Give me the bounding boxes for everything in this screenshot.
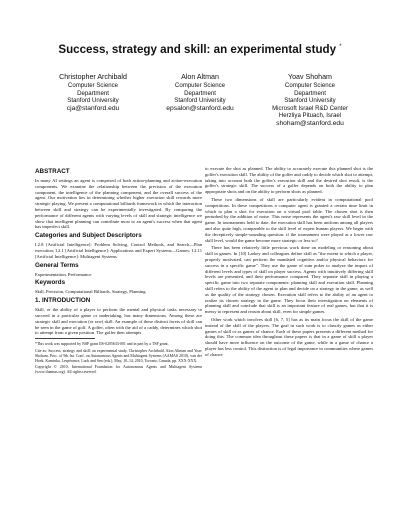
introduction-text: Skill, or the ability of a player to perform the mental and physical tasks necessary to succeed in a particular game or undertaking, has many dimensions. Among these are strategic skill and execution (or raw) skill. An example of these distinct facets of skill can be seen in the game of golf. A golfer, often with the aid of a caddy, determines which shot to attempt from a given position. The golfer then attempts bbox=[35, 307, 202, 336]
author-affiliation: Department bbox=[184, 89, 216, 97]
author-affiliation: Stanford University bbox=[67, 97, 119, 105]
body-paragraph: Other work which involves skill [6, 7, 5] has as its main focus the skill of the game instead of the skill of the players. The goal in such work is to classify games as either games of skill or as games of chance. Each of these papers presents a different method for doing this. The common idea throughout these papers is that in a game of skill a player should have more influence on the outcome of the game, while in a game of chance a player has less control. This distinction is of legal importance in communities where games of chance bbox=[205, 316, 373, 357]
footnote-copyright: Copyright © 2010, International Foundation for Autonomous Agents and Multiagent Systems (www.ifaamas.org). All rights reserved. bbox=[35, 365, 202, 375]
footnote-rule bbox=[35, 338, 95, 339]
abstract-heading: ABSTRACT bbox=[35, 168, 70, 175]
right-column bbox=[205, 166, 373, 360]
author-email: cja@stanford.edu bbox=[66, 104, 120, 112]
title-footnote-mark: * bbox=[339, 44, 342, 50]
author-affiliation: Department bbox=[294, 89, 326, 97]
abstract-text: In many AI settings an agent is comprised of both action-planning and action-execution components. We examine the relationship between the precision of the execution component, the intelligence of the planning component, and the overall success of the agent. Our motivation lies in determining whether higher execution skill rewards more strategic playing. We present a computational billiards framework in which the interaction between skill and strategy can be experimentally investigated. By comparing the performance of different agents with varying levels of skill and strategic intelligence we show that intelligent planning can contribute most to an agent's success when that agent has imperfect skill. bbox=[35, 178, 202, 230]
author-affiliation: Stanford University bbox=[284, 97, 336, 105]
author-affiliation: Computer Science bbox=[67, 82, 119, 89]
author-block-1 bbox=[44, 73, 142, 113]
author-affiliation: Stanford University bbox=[174, 97, 226, 105]
introduction-heading: 1. INTRODUCTION bbox=[35, 297, 91, 305]
footnote-citation: Cite as: Success, strategy and skill: an experimental study, Christopher Archibald, Alon Altman and Yoav Shoham, Proc. of 9th Int. Conf. on Autonomous Agents and Multiagent Systems (AAMAS 2010), van der Hoek, Kaminka, Lespérance, Luck and Sen (eds.), May, 10–14, 2010, Toronto, Canada, pp. XXX-XXX. bbox=[35, 348, 202, 363]
keywords-text: Skill, Precision, Computational Billiards, Strategy, Planning bbox=[35, 289, 146, 295]
author-name: Yoav Shoham bbox=[288, 73, 332, 81]
author-affiliation: Department bbox=[77, 89, 109, 97]
body-paragraph: There has been relatively little previous work done on modeling or reasoning about skill in games. In [10] Larkey and colleagues define skill as "the extent to which a player, properly motivated, can perform the mandated cognitive and/or physical behaviors for success in a specific game". They use the game of sum poker to analyze the impact of different levels and types of skill on player success. Agents with intuitively differing skill levels are presented, and their performance compared. They separate skill in playing a specific game into two separate components: planning skill and execution skill. Planning skill refers to the ability of the agent to plan and decide on a strategy in the game, as well as the quality of the strategy chosen. Execution skill refers to the ability of an agent to realize its chosen strategy in the game. They focus their investigation on elements of planning skill and conclude that skill is an important feature of real games, but that it is messy to represent and reason about skill, even for simple games. bbox=[205, 245, 373, 315]
author-email: epsalon@stanford.edu bbox=[166, 104, 234, 112]
categories-heading: Categories and Subject Descriptors bbox=[35, 232, 142, 240]
title-text: Success, strategy and skill: an experimental study bbox=[58, 42, 337, 56]
author-affiliation: Herzliya Pituach, Israel bbox=[278, 112, 342, 120]
author-email: shoham@stanford.edu bbox=[276, 119, 344, 127]
terms-text: Experimentation, Performance bbox=[35, 271, 92, 277]
author-block-3 bbox=[260, 73, 360, 128]
author-block-2 bbox=[150, 73, 250, 113]
terms-heading: General Terms bbox=[35, 261, 79, 269]
author-affiliation: Computer Science bbox=[174, 82, 226, 89]
left-column bbox=[35, 166, 202, 377]
author-name: Christopher Archibald bbox=[59, 73, 127, 81]
author-affiliation: Microsoft Israel R&D Center bbox=[272, 104, 348, 112]
keywords-heading: Keywords bbox=[35, 279, 66, 287]
body-paragraph: These two dimensions of skill are particularly evident in computational pool competitions. In these competitions a computer agent is granted a certain time limit in which to plan a shot for execution on a virtual pool table. The chosen shot is then perturbed by the addition of noise. This noise represents the agent's raw skill level in the game. In tournaments held to date, the execution skill has been uniform among all players and also quite high, comparable to the skill level of expert human players. We begin with the deceptively simple-sounding question: if the tournament were played at a lower raw skill level, would the game become more strategic or less so? bbox=[205, 196, 373, 243]
categories-text: I.2.8 [Artificial Intelligence]: Problem Solving, Control Methods, and Search—Plan execution; I.2.1 [Artificial Intelligence]: Applications and Expert Systems—Games; I.2.11 [Artificial Intelligence]: Multiagent Systems bbox=[35, 242, 202, 259]
author-affiliation: Computer Science bbox=[284, 82, 336, 89]
author-name: Alon Altman bbox=[181, 73, 219, 81]
footnote-grant: *This work was supported by NSF grant IIS-0205633-001 and in part by a TSF grant. bbox=[35, 342, 169, 347]
body-paragraph: to execute the shot as planned. The ability to accurately execute this planned shot is the golfer's execution skill. The ability of the golfer and caddy to decide which shot to attempt, taking into account both the golfer's execution skill and the desired shot result, is the golfer's strategic skill. The success of a golfer depends on both the ability to plan appropriate shots and on the ability to perform shots as planned. bbox=[205, 166, 373, 195]
paper-title bbox=[20, 40, 380, 57]
